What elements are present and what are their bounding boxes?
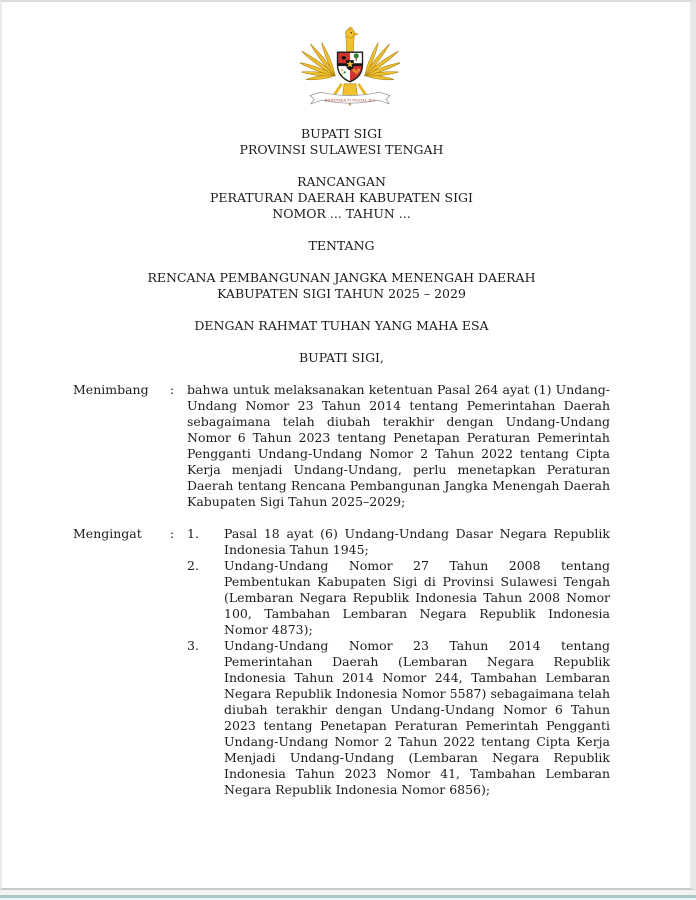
- emblem-beak: [354, 33, 359, 36]
- list-item-text: Pasal 18 ayat (6) Undang-Undang Dasar Negara Republik Indonesia Tahun 1945;: [224, 526, 610, 557]
- enacting-official-line: BUPATI SIGI,: [299, 350, 384, 365]
- list-item-number: 1.: [187, 526, 199, 541]
- emblem-shield: [338, 52, 363, 82]
- emblem-left-wing: [300, 42, 337, 81]
- subject-line-1: RENCANA PEMBANGUNAN JANGKA MENENGAH DAERAH: [147, 270, 536, 285]
- list-item-text: Undang-Undang Nomor 27 Tahun 2008 tentang Pembentukan Kabupaten Sigi di Provinsi Sulawesi Tengah (Lembaran Negara Republik Indonesia Tahun 2008 Nomor 100, Tambahan Lembaran Negara Republik Indonesia Nomor 4873);: [224, 558, 610, 637]
- issuer-line-1: BUPATI SIGI: [301, 126, 382, 141]
- list-item: [187, 526, 610, 558]
- list-item-text: Undang-Undang Nomor 23 Tahun 2014 tentang Pemerintahan Daerah (Lembaran Negara Republik Indonesia Tahun 2014 Nomor 244, Tambahan Lembaran Negara Republik Indonesia Nomor 5587) sebagaimana telah diubah terakhir dengan Undang-Undang Nomor 6 Tahun 2023 tentang Penetapan Peraturan Pemerintah Pengganti Undang-Undang Nomor 2 Tahun 2022 tentang Cipta Kerja Menjadi Undang-Undang (Lembaran Negara Republik Indonesia Tahun 2023 Nomor 41, Tambahan Lembaran Negara Republik Indonesia Nomor 6856);: [224, 638, 610, 797]
- list-item-number: 3.: [187, 638, 199, 653]
- spacer: [73, 222, 610, 238]
- issuer-line-2: PROVINSI SULAWESI TENGAH: [239, 142, 444, 157]
- menimbang-text: bahwa untuk melaksanakan ketentuan Pasal 264 ayat (1) Undang-Undang Nomor 23 Tahun 2014 tentang Pemerintahan Daerah sebagaimana telah diubah terakhir dengan Undang-Undang Nomor 6 Tahun 2023 tentang Penetapan Peraturan Pemerintah Pengganti Undang-Undang Nomor 2 Tahun 2022 tentang Cipta Kerja menjadi Undang-Undang, perlu menetapkan Peraturan Daerah tentang Rencana Pembangunan Jangka Menengah Daerah Kabupaten Sigi Tahun 2025–2029;: [187, 382, 610, 509]
- mengingat-clause: [73, 526, 610, 798]
- invocation-line: DENGAN RAHMAT TUHAN YANG MAHA ESA: [194, 318, 489, 333]
- document-content: [73, 126, 610, 798]
- garuda-pancasila-emblem: [300, 22, 400, 109]
- about-label: TENTANG: [308, 238, 375, 253]
- menimbang-label: Menimbang: [73, 382, 149, 397]
- list-item-number: 2.: [187, 558, 199, 573]
- spacer: [73, 254, 610, 270]
- emblem-right-wing: [363, 42, 400, 81]
- mengingat-colon: :: [170, 526, 175, 541]
- spacer: [73, 366, 610, 382]
- mengingat-label: Mengingat: [73, 526, 142, 541]
- spacer: [73, 302, 610, 318]
- spacer: [73, 158, 610, 174]
- menimbang-colon: :: [170, 382, 175, 397]
- doc-heading-line-3: NOMOR ... TAHUN ...: [272, 206, 411, 221]
- menimbang-clause: [73, 382, 610, 510]
- emblem-eye: [351, 32, 352, 33]
- subject-line-2: KABUPATEN SIGI TAHUN 2025 – 2029: [217, 286, 466, 301]
- emblem-banner-text: BHINNEKA TUNGGAL IKA: [324, 98, 376, 103]
- mengingat-list: [187, 526, 610, 798]
- spacer: [73, 334, 610, 350]
- spacer: [73, 510, 610, 526]
- doc-heading-line-2: PERATURAN DAERAH KABUPATEN SIGI: [210, 190, 473, 205]
- doc-heading-line-1: RANCANGAN: [297, 174, 386, 189]
- list-item: [187, 638, 610, 798]
- list-item: [187, 558, 610, 638]
- emblem-head: [345, 29, 354, 38]
